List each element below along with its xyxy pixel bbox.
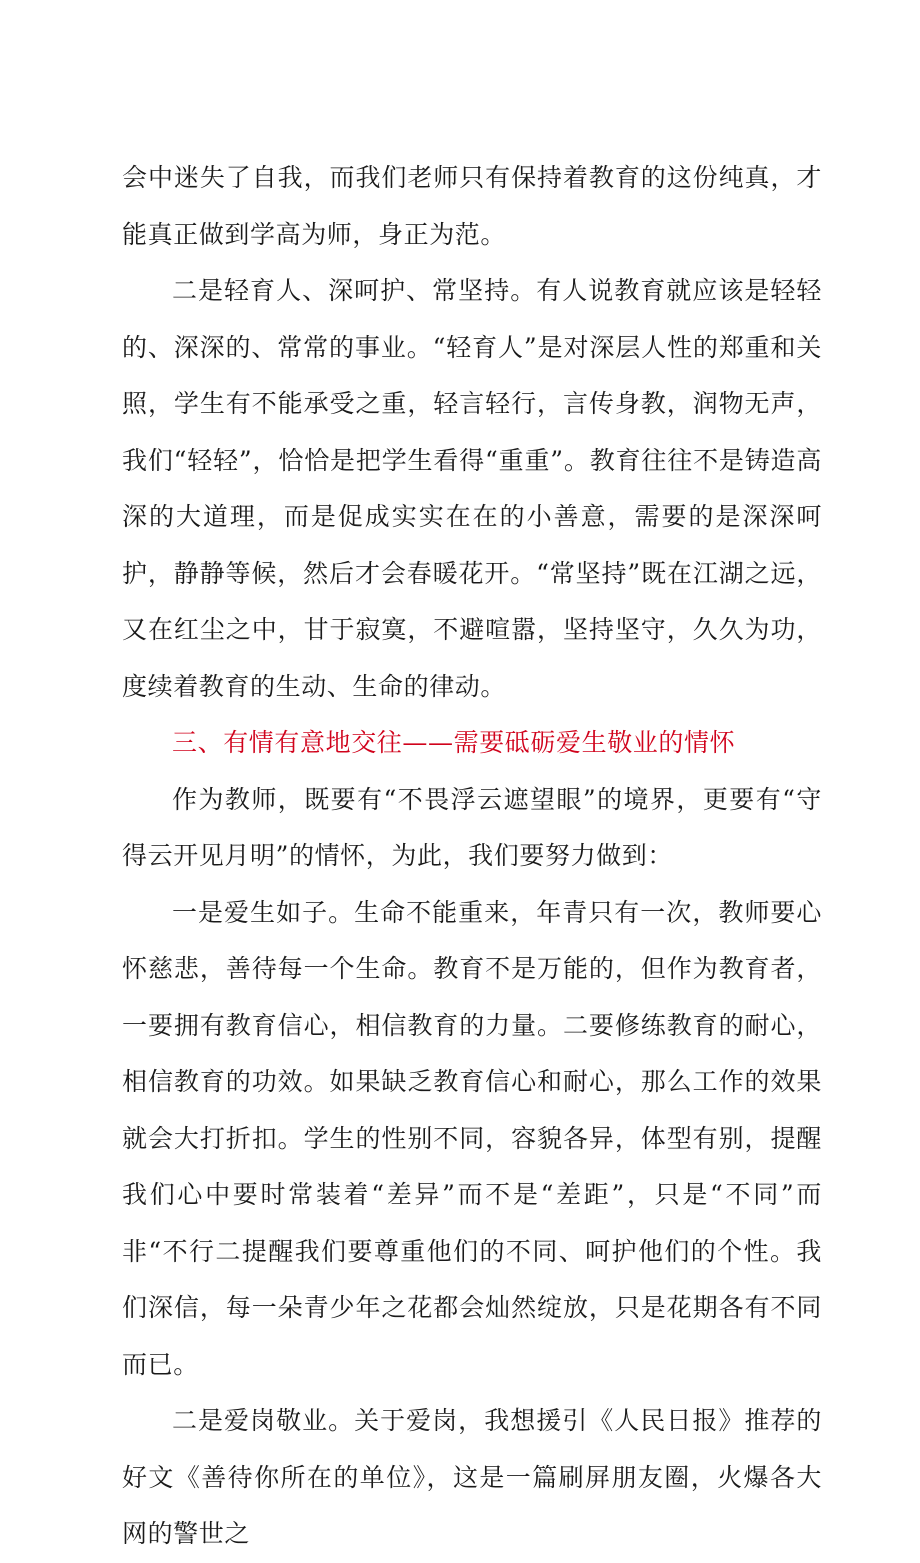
paragraph-teacher-vision: 作为教师，既要有“不畏浮云遮望眼”的境界，更要有“守得云开见月明”的情怀，为此，我们要努力做到： xyxy=(122,784,822,870)
document-page xyxy=(122,150,822,1563)
paragraph-love-job: 二是爱岗敬业。关于爱岗，我想援引《人民日报》推荐的好文《善待你所在的单位》，这是一篇刷屏朋友圈，火爆各大网的警世之 xyxy=(122,1406,822,1548)
section-heading-three: 三、有情有意地交往——需要砥砺爱生敬业的情怀 xyxy=(172,728,736,757)
paragraph-love-students: 一是爱生如子。生命不能重来，年青只有一次，教师要心怀慈悲，善待每一个生命。教育不是万能的，但作为教育者，一要拥有教育信心，相信教育的力量。二要修练教育的耐心，相信教育的功效。如果缺乏教育信心和耐心，那么工作的效果就会大打折扣。学生的性别不同，容貌各异，体型有别，提醒我们心中要时常装着“差异”而不是“差距”，只是“不同”而非“不行二提醒我们要尊重他们的不同、呵护他们的个性。我们深信，每一朵青少年之花都会灿然绽放，只是花期各有不同而已。 xyxy=(122,897,822,1379)
paragraph-continuation: 会中迷失了自我，而我们老师只有保持着教育的这份纯真，才能真正做到学高为师，身正为范。 xyxy=(122,163,822,249)
paragraph-light-nurture: 二是轻育人、深呵护、常坚持。有人说教育就应该是轻轻的、深深的、常常的事业。“轻育人”是对深层人性的郑重和关照，学生有不能承受之重，轻言轻行，言传身教，润物无声，我们“轻轻”，恰恰是把学生看得“重重”。教育往往不是铸造高深的大道理，而是促成实实在在的小善意，需要的是深深呵护，静静等候，然后才会春暖花开。“常坚持”既在江湖之远，又在红尘之中，甘于寂寞，不避喧嚣，坚持坚守，久久为功，度续着教育的生动、生命的律动。 xyxy=(122,276,822,701)
